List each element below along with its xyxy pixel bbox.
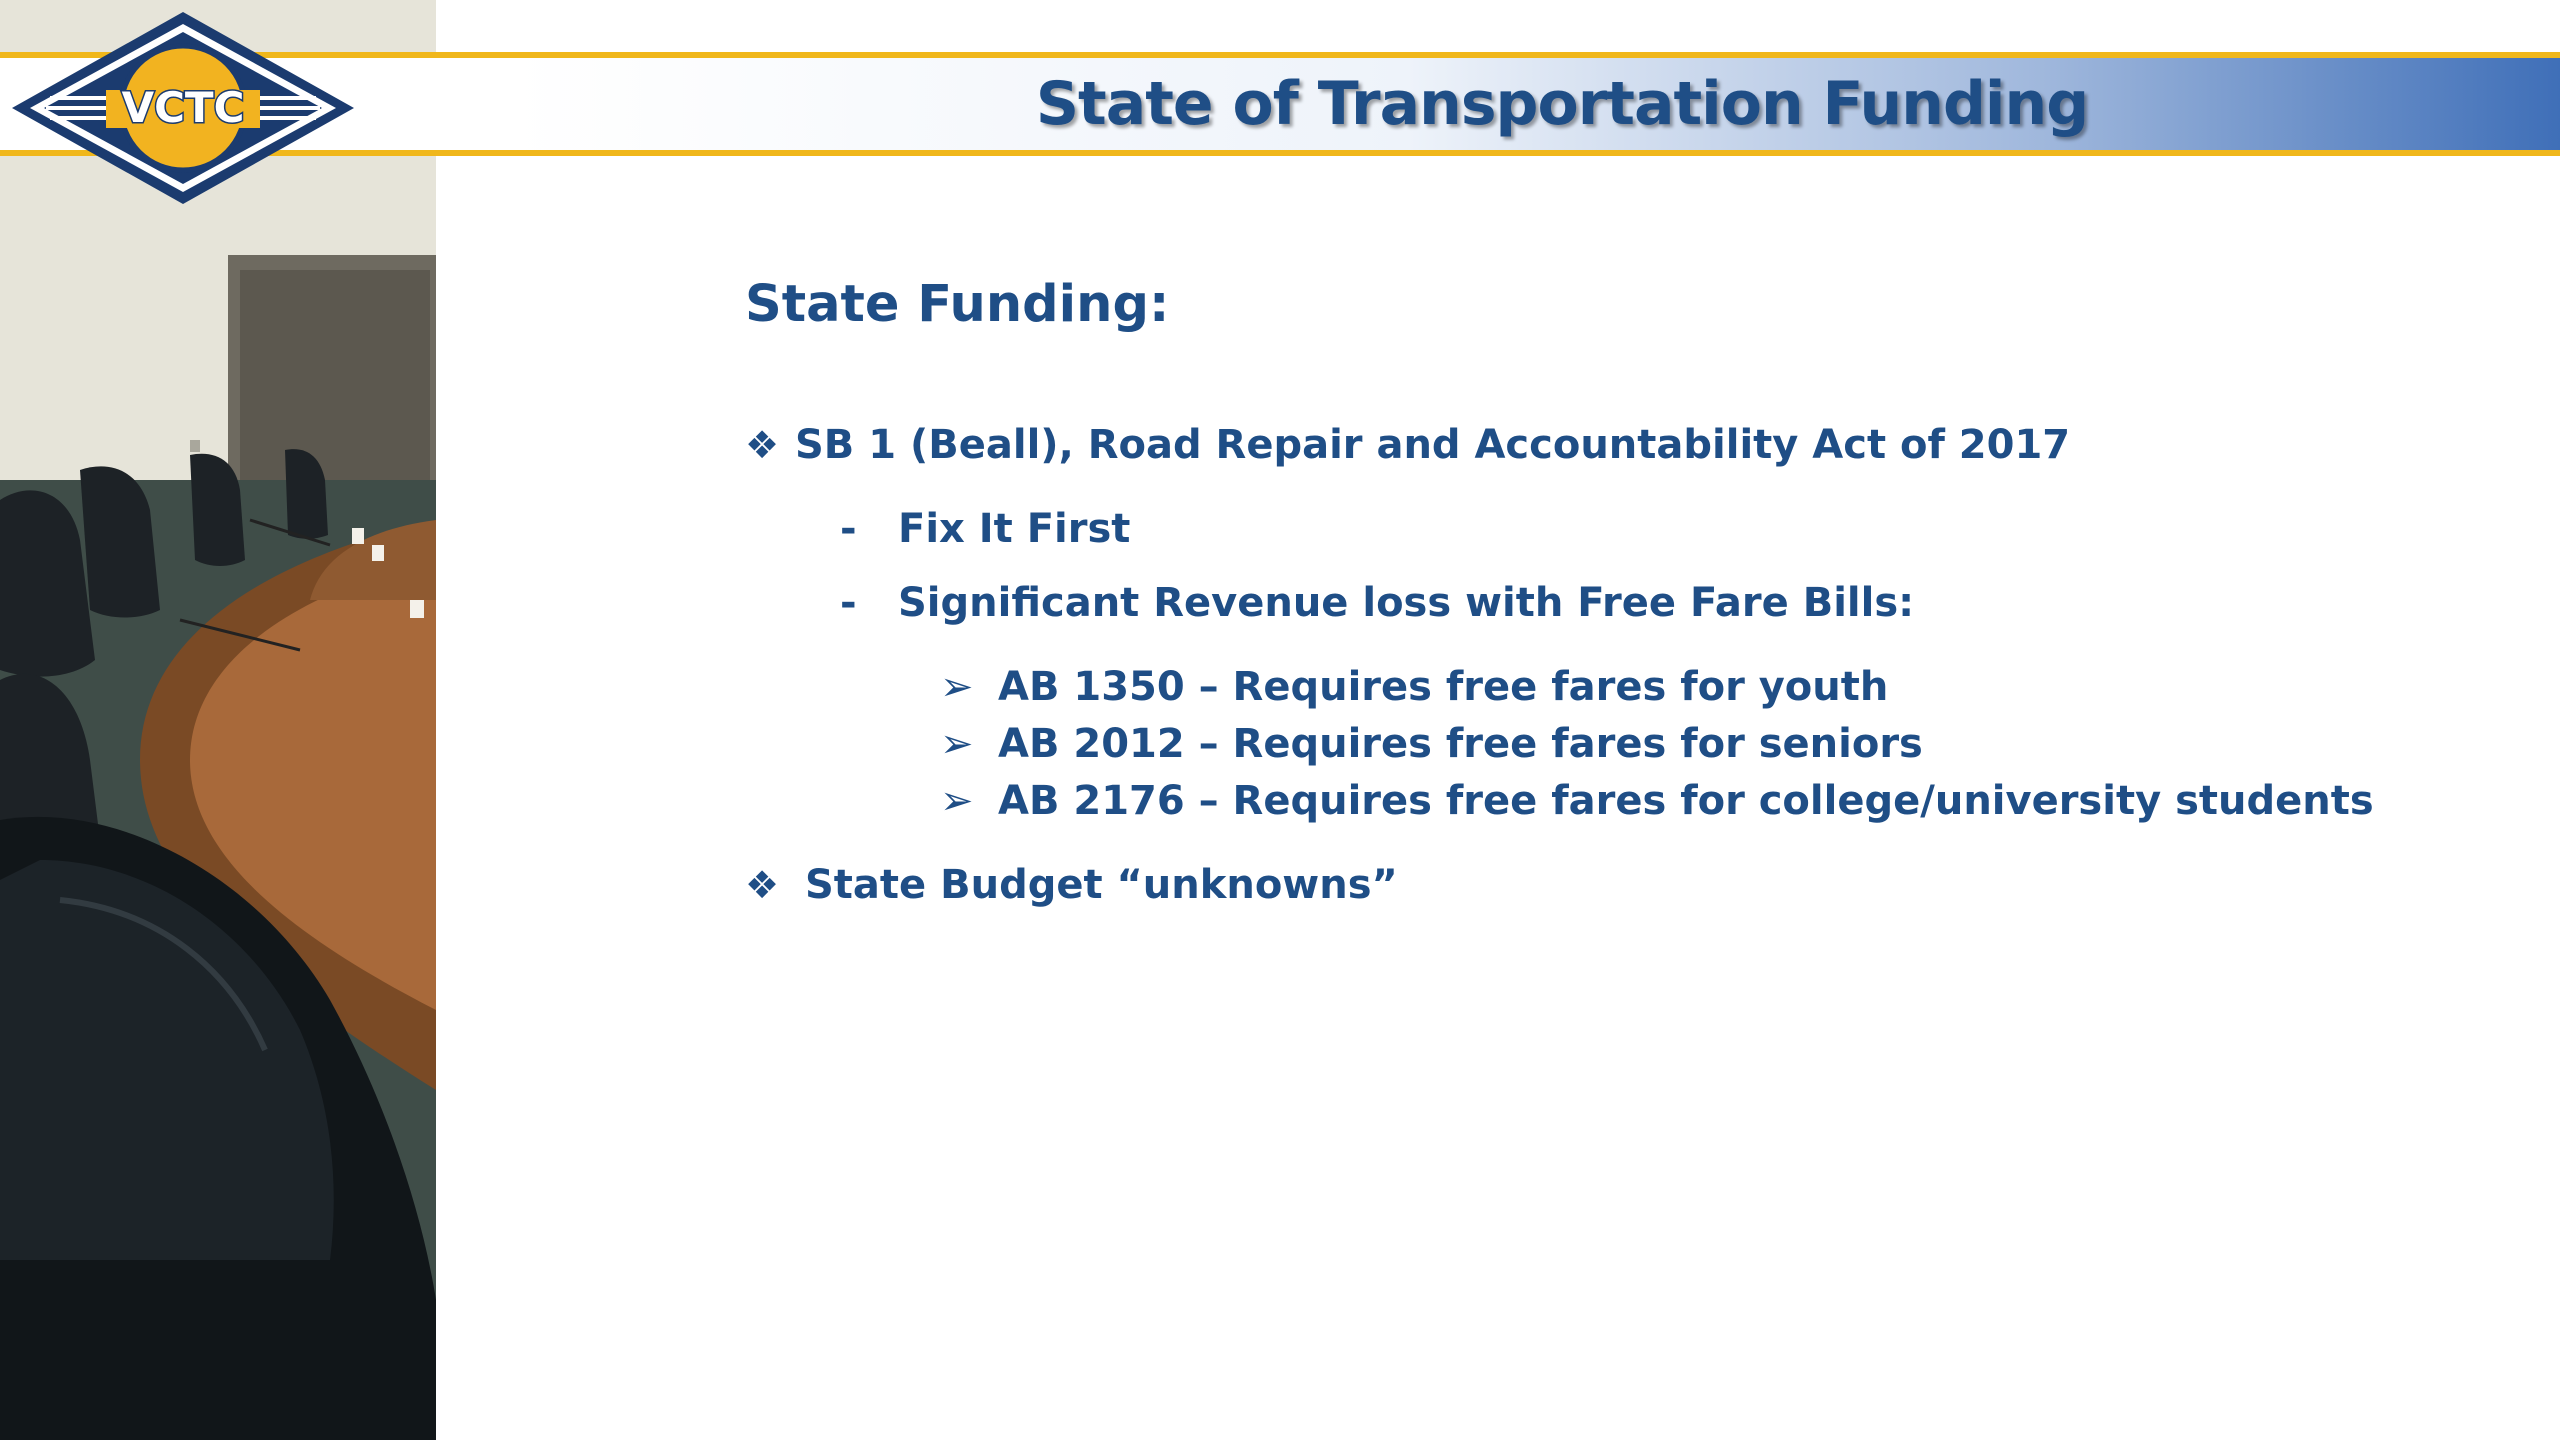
sub-sub-bullet-item [940, 721, 1923, 767]
section-heading: State Funding: [745, 275, 1170, 334]
dash-marker: - [840, 580, 857, 626]
sub-sub-bullet-text: AB 2012 – Requires free fares for seniors [998, 721, 1923, 767]
dash-marker: - [840, 506, 857, 552]
sub-sub-bullet-text: AB 1350 – Requires free fares for youth [998, 664, 1889, 710]
bullet-text: State Budget “unknowns” [805, 862, 1398, 908]
arrow-bullet-icon: ➢ [940, 721, 974, 767]
arrow-bullet-icon: ➢ [940, 778, 974, 824]
diamond-bullet-icon: ❖ [745, 423, 780, 467]
bullet-item [745, 862, 1398, 908]
bullet-text: SB 1 (Beall), Road Repair and Accountability Act of 2017 [795, 422, 2071, 468]
slide-title: State of Transportation Funding [1035, 69, 2089, 139]
bullet-item [745, 422, 2070, 468]
sub-sub-bullet-item [940, 778, 2374, 824]
slide-content [745, 270, 2374, 908]
sub-bullet-text: Fix It First [898, 506, 1131, 552]
diamond-bullet-icon: ❖ [745, 863, 780, 907]
sub-bullet-text: Significant Revenue loss with Free Fare Bills: [898, 580, 1915, 626]
sub-bullet-item [840, 506, 1130, 552]
sub-sub-bullet-item [940, 664, 1888, 710]
arrow-bullet-icon: ➢ [940, 664, 974, 710]
logo-text: VCTC [121, 83, 245, 132]
sub-sub-bullet-text: AB 2176 – Requires free fares for college/university students [998, 778, 2374, 824]
conference-room-photo [0, 0, 436, 1440]
vctc-logo [10, 10, 356, 206]
sub-bullet-item [840, 580, 1914, 626]
